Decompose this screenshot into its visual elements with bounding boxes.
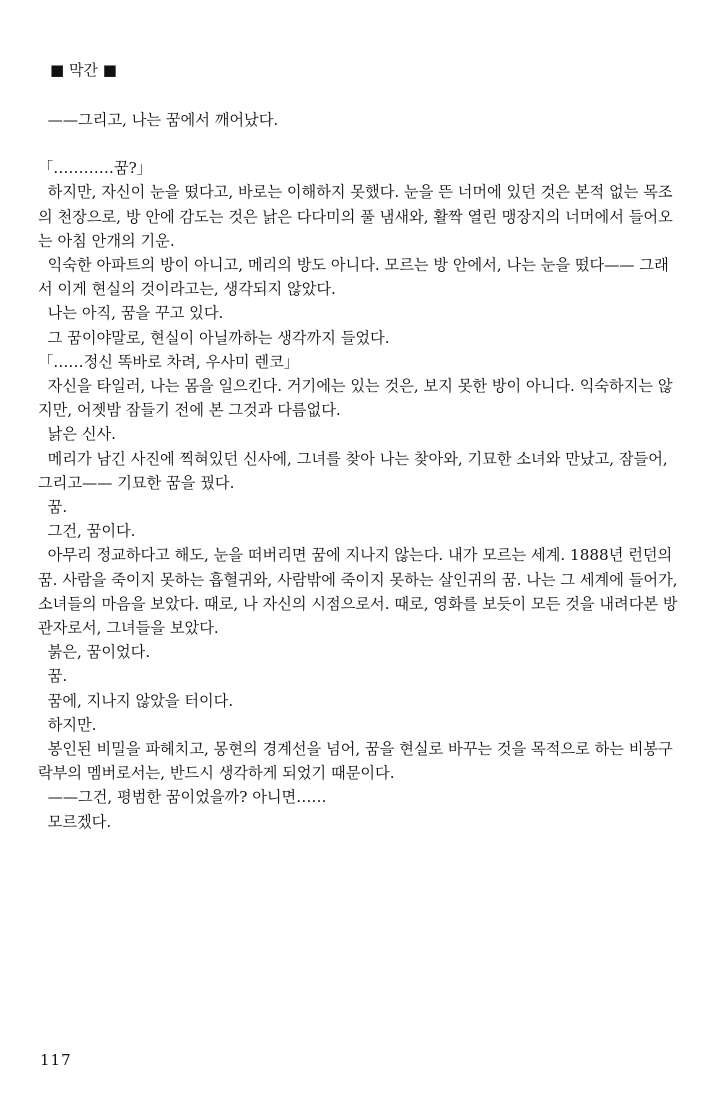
opening-line: ——그리고, 나는 꿈에서 깨어났다. xyxy=(38,111,279,129)
paragraph: 봉인된 비밀을 파헤치고, 몽현의 경계선을 넘어, 꿈을 현실로 바꾸는 것을 목적으로 하는 비봉구락부의 멤버로서는, 반드시 생각하게 되었기 때문이다. xyxy=(38,740,673,783)
paragraph-gap xyxy=(38,132,678,156)
paragraph: 그건, 꿈이다. xyxy=(38,522,136,541)
paragraph: ——그건, 평범한 꿈이었을까? 아니면…… xyxy=(38,788,327,807)
page-number: 117 xyxy=(40,1051,72,1069)
paragraph: 나는 아직, 꿈을 꾸고 있다. xyxy=(38,304,224,323)
paragraph: 하지만. xyxy=(38,715,97,734)
paragraph: 꿈에, 지나지 않았을 터이다. xyxy=(38,691,234,710)
body-text xyxy=(38,108,683,834)
paragraph: 아무리 정교하다고 해도, 눈을 떠버리면 꿈에 지나지 않는다. 내가 모르는 세계. 1888년 런던의 꿈. 사람을 죽이지 못하는 흡혈귀와, 사람밖에 죽이지 못하는 살인귀의 꿈. 나는 그 세계에 들어가, 소녀들의 마음을 보았다. 때로, 나 자신의 시점으로서. 때로, 영화를 보듯이 모든 것을 내려다본 방관자로서, 그녀들을 보았다. xyxy=(38,546,683,638)
paragraph: 꿈. xyxy=(38,667,68,686)
paragraph: 그 꿈이야말로, 현실이 아닐까하는 생각까지 들었다. xyxy=(38,328,390,347)
paragraph: 모르겠다. xyxy=(38,812,112,831)
paragraph: 붉은, 꿈이었다. xyxy=(38,643,151,662)
paragraph: 낡은 신사. xyxy=(38,425,116,444)
paragraph: 메리가 남긴 사진에 찍혀있던 신사에, 그녀를 찾아 나는 찾아와, 기묘한 소녀와 만났고, 잠들어, 그리고—— 기묘한 꿈을 꿨다. xyxy=(38,449,673,492)
paragraph: 하지만, 자신이 눈을 떴다고, 바로는 이해하지 못했다. 눈을 뜬 너머에 있던 것은 본적 없는 목조의 천장으로, 방 안에 감도는 것은 낡은 다다미의 풀 냄새와, 활짝 열린 맹장지의 너머에서 들어오는 아침 안개의 기운. xyxy=(38,183,673,250)
paragraph: 자신을 타일러, 나는 몸을 일으킨다. 거기에는 있는 것은, 보지 못한 방이 아니다. 익숙하지는 않지만, 어젯밤 잠들기 전에 본 그것과 다름없다. xyxy=(38,377,673,420)
paragraph: 익숙한 아파트의 방이 아니고, 메리의 방도 아니다. 모르는 방 안에서, 나는 눈을 떴다—— 그래서 이게 현실의 것이라고는, 생각되지 않았다. xyxy=(38,256,669,299)
paragraph: 「……정신 똑바로 차려, 우사미 렌코」 xyxy=(38,352,299,371)
paragraph: 꿈. xyxy=(38,498,68,517)
paragraph: 「…………꿈?」 xyxy=(38,159,152,178)
section-heading: ■ 막간 ■ xyxy=(50,61,117,79)
